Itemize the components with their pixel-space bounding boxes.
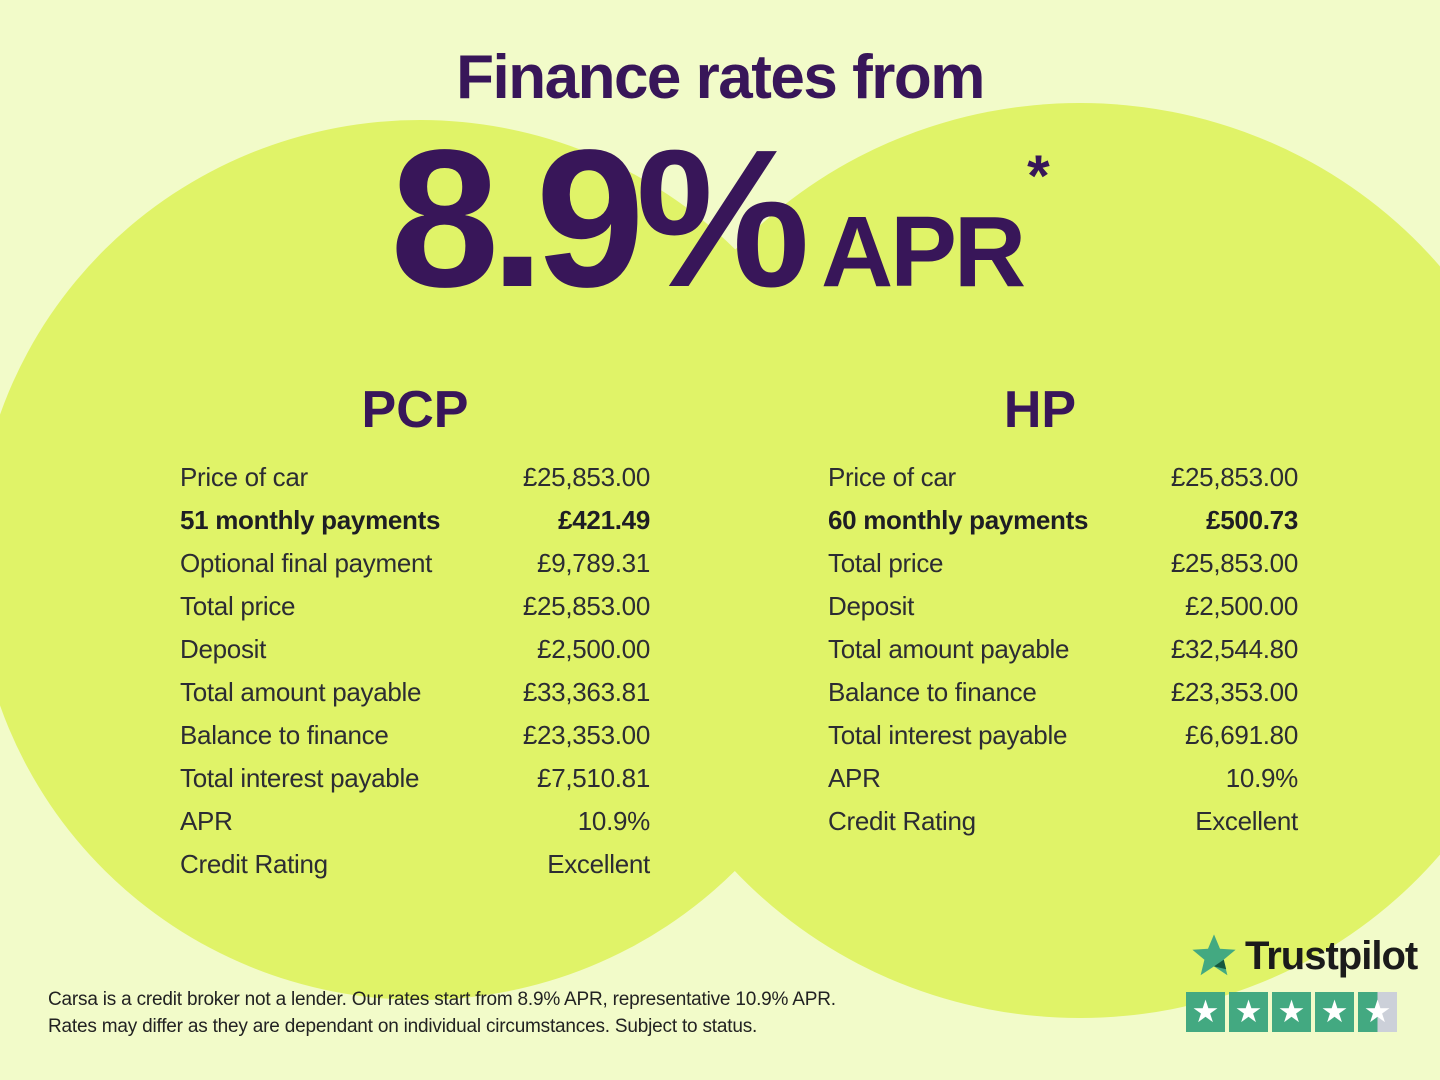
- star-icon: ★: [1191, 994, 1220, 1030]
- hp-rows: [828, 456, 1298, 843]
- trustpilot-rating-star: [1272, 992, 1311, 1032]
- finance-row: [828, 714, 1298, 757]
- row-value: £500.73: [1206, 505, 1298, 535]
- finance-row: [828, 671, 1298, 714]
- finance-row: [180, 628, 650, 671]
- finance-row: [180, 499, 650, 542]
- row-value: £25,853.00: [522, 462, 650, 492]
- header: [0, 42, 1440, 328]
- finance-row: [180, 456, 650, 499]
- star-icon: ★: [1234, 994, 1263, 1030]
- trustpilot-logo: [1190, 932, 1417, 980]
- star-icon: ★: [1277, 994, 1306, 1030]
- trustpilot-rating: [1186, 992, 1397, 1032]
- finance-row: [828, 456, 1298, 499]
- row-value: £32,544.80: [1170, 634, 1298, 664]
- row-value: £33,363.81: [522, 677, 650, 707]
- row-value: Excellent: [547, 849, 650, 879]
- row-label: 60 monthly payments: [828, 505, 1089, 535]
- page-title: Finance rates from: [456, 43, 984, 112]
- row-value: £2,500.00: [1185, 591, 1298, 621]
- finance-row: [828, 542, 1298, 585]
- trustpilot-wordmark: Trustpilot: [1245, 933, 1418, 978]
- row-value: £6,691.80: [1185, 720, 1298, 750]
- trustpilot-rating-star: [1315, 992, 1354, 1032]
- row-label: APR: [828, 763, 881, 793]
- row-value: £25,853.00: [1170, 548, 1298, 578]
- row-label: Balance to finance: [828, 677, 1037, 707]
- pcp-rows: [180, 456, 650, 886]
- row-value: £421.49: [558, 505, 650, 535]
- row-label: APR: [180, 806, 233, 836]
- pcp-heading: PCP: [361, 381, 469, 439]
- finance-row: [828, 757, 1298, 800]
- finance-row: [180, 542, 650, 585]
- hp-heading: HP: [1003, 381, 1077, 439]
- rate-value: 8.9%: [390, 109, 802, 328]
- finance-row: [180, 671, 650, 714]
- row-value: £7,510.81: [537, 763, 650, 793]
- row-value: £25,853.00: [522, 591, 650, 621]
- legal-disclaimer: [48, 986, 836, 1040]
- star-icon: ★: [1320, 994, 1349, 1030]
- row-label: Credit Rating: [828, 806, 976, 836]
- row-label: Optional final payment: [180, 548, 433, 578]
- row-label: Total interest payable: [180, 763, 420, 793]
- finance-row: [828, 585, 1298, 628]
- row-label: Total price: [180, 591, 296, 621]
- row-label: Balance to finance: [180, 720, 389, 750]
- finance-row: [180, 843, 650, 886]
- finance-row: [828, 499, 1298, 542]
- footnote-asterisk: *: [1027, 144, 1050, 209]
- row-label: Total price: [828, 548, 944, 578]
- row-value: £2,500.00: [537, 634, 650, 664]
- star-icon: ★: [1363, 994, 1392, 1030]
- finance-row: [180, 714, 650, 757]
- row-label: Total amount payable: [180, 677, 422, 707]
- row-value: £25,853.00: [1170, 462, 1298, 492]
- row-label: Credit Rating: [180, 849, 328, 879]
- trustpilot-rating-star: [1358, 992, 1397, 1032]
- row-label: Total amount payable: [828, 634, 1070, 664]
- row-label: Deposit: [180, 634, 267, 664]
- row-value: Excellent: [1195, 806, 1298, 836]
- row-value: 10.9%: [1225, 763, 1298, 793]
- finance-row: [180, 757, 650, 800]
- finance-row: [828, 800, 1298, 843]
- disclaimer-line-2: Rates may differ as they are dependant on individual circumstances. Subject to status.: [48, 1016, 758, 1037]
- finance-row: [180, 585, 650, 628]
- finance-row: [828, 628, 1298, 671]
- rate-suffix: APR: [821, 196, 1024, 308]
- hp-finance-table: [828, 381, 1298, 843]
- finance-row: [180, 800, 650, 843]
- row-label: Deposit: [828, 591, 915, 621]
- pcp-finance-table: [180, 381, 650, 886]
- row-value: 10.9%: [577, 806, 650, 836]
- row-label: 51 monthly payments: [180, 505, 441, 535]
- trustpilot-rating-star: [1186, 992, 1225, 1032]
- row-label: Total interest payable: [828, 720, 1068, 750]
- trustpilot-rating-star: [1229, 992, 1268, 1032]
- row-value: £23,353.00: [522, 720, 650, 750]
- row-label: Price of car: [180, 462, 308, 492]
- row-label: Price of car: [828, 462, 956, 492]
- disclaimer-line-1: Carsa is a credit broker not a lender. Our rates start from 8.9% APR, representative 10.9% APR.: [48, 989, 836, 1010]
- row-value: £23,353.00: [1170, 677, 1298, 707]
- headline-rate: [0, 109, 1440, 328]
- trustpilot-star-icon: [1190, 932, 1238, 980]
- row-value: £9,789.31: [537, 548, 650, 578]
